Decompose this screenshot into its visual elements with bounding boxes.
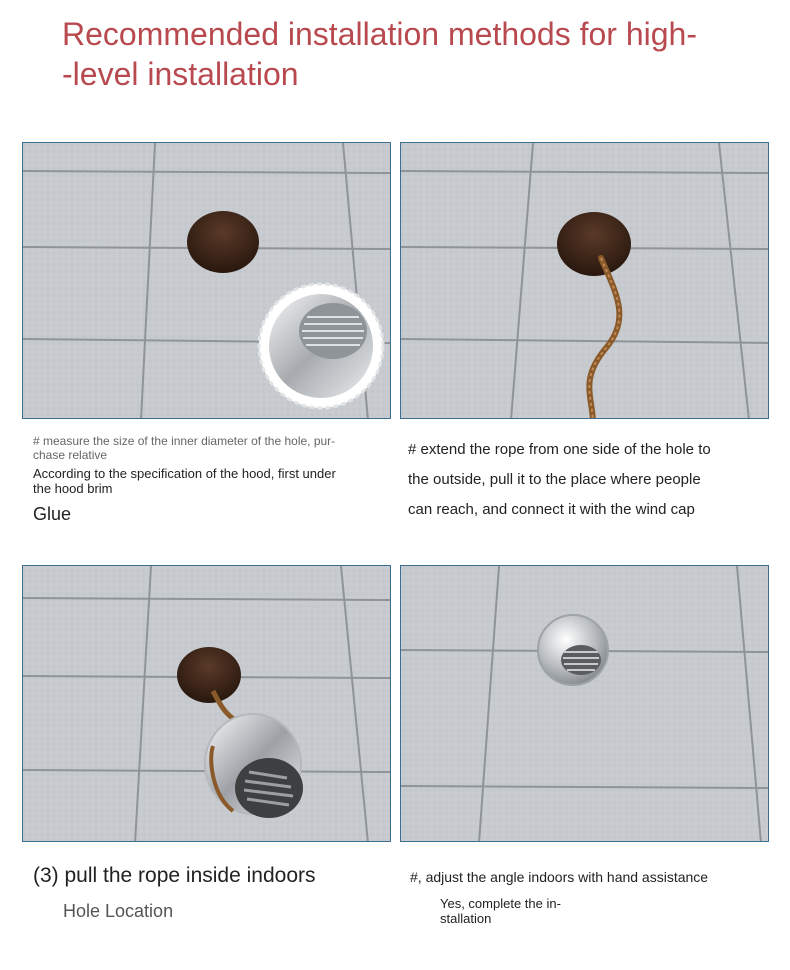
- page-title: [62, 14, 752, 94]
- step3-image: [22, 565, 391, 842]
- step1-desc-line-1: According to the specification of the hood, first under: [33, 466, 336, 481]
- title-line-2: -level installation: [62, 56, 299, 92]
- step1-label: Glue: [33, 504, 72, 524]
- step4-description: #, adjust the angle indoors with hand assistance: [410, 869, 709, 885]
- hole-icon: [177, 647, 241, 703]
- step1-desc-line-2: the hood brim: [33, 481, 113, 496]
- step4-sub: [440, 896, 561, 926]
- title-line-1: Recommended installation methods for high-: [62, 16, 697, 52]
- step2-line-3: can reach, and connect it with the wind cap: [408, 501, 695, 518]
- step3-sub: Hole Location: [63, 901, 174, 921]
- hole-icon: [187, 211, 259, 273]
- step1-note-line-2: chase relative: [33, 448, 108, 462]
- step4-image: [400, 565, 769, 842]
- step4-sub-line-1: Yes, complete the in-: [440, 896, 561, 911]
- step3-heading: (3) pull the rope inside indoors: [33, 864, 316, 887]
- step1-description: [33, 466, 336, 496]
- step4-sub-line-2: stallation: [440, 911, 492, 926]
- step1-note: [33, 434, 335, 462]
- vent-cap-icon: [259, 284, 383, 408]
- hole-icon: [557, 212, 631, 276]
- step2-line-2: the outside, pull it to the place where people: [408, 471, 701, 488]
- step2-image: [400, 142, 769, 419]
- step1-image: [22, 142, 391, 419]
- step2-description: [408, 435, 711, 525]
- step2-line-1: # extend the rope from one side of the hole to: [408, 441, 711, 458]
- step1-note-line-1: # measure the size of the inner diameter of the hole, pur-: [33, 434, 336, 448]
- vent-cap-icon: [538, 615, 608, 685]
